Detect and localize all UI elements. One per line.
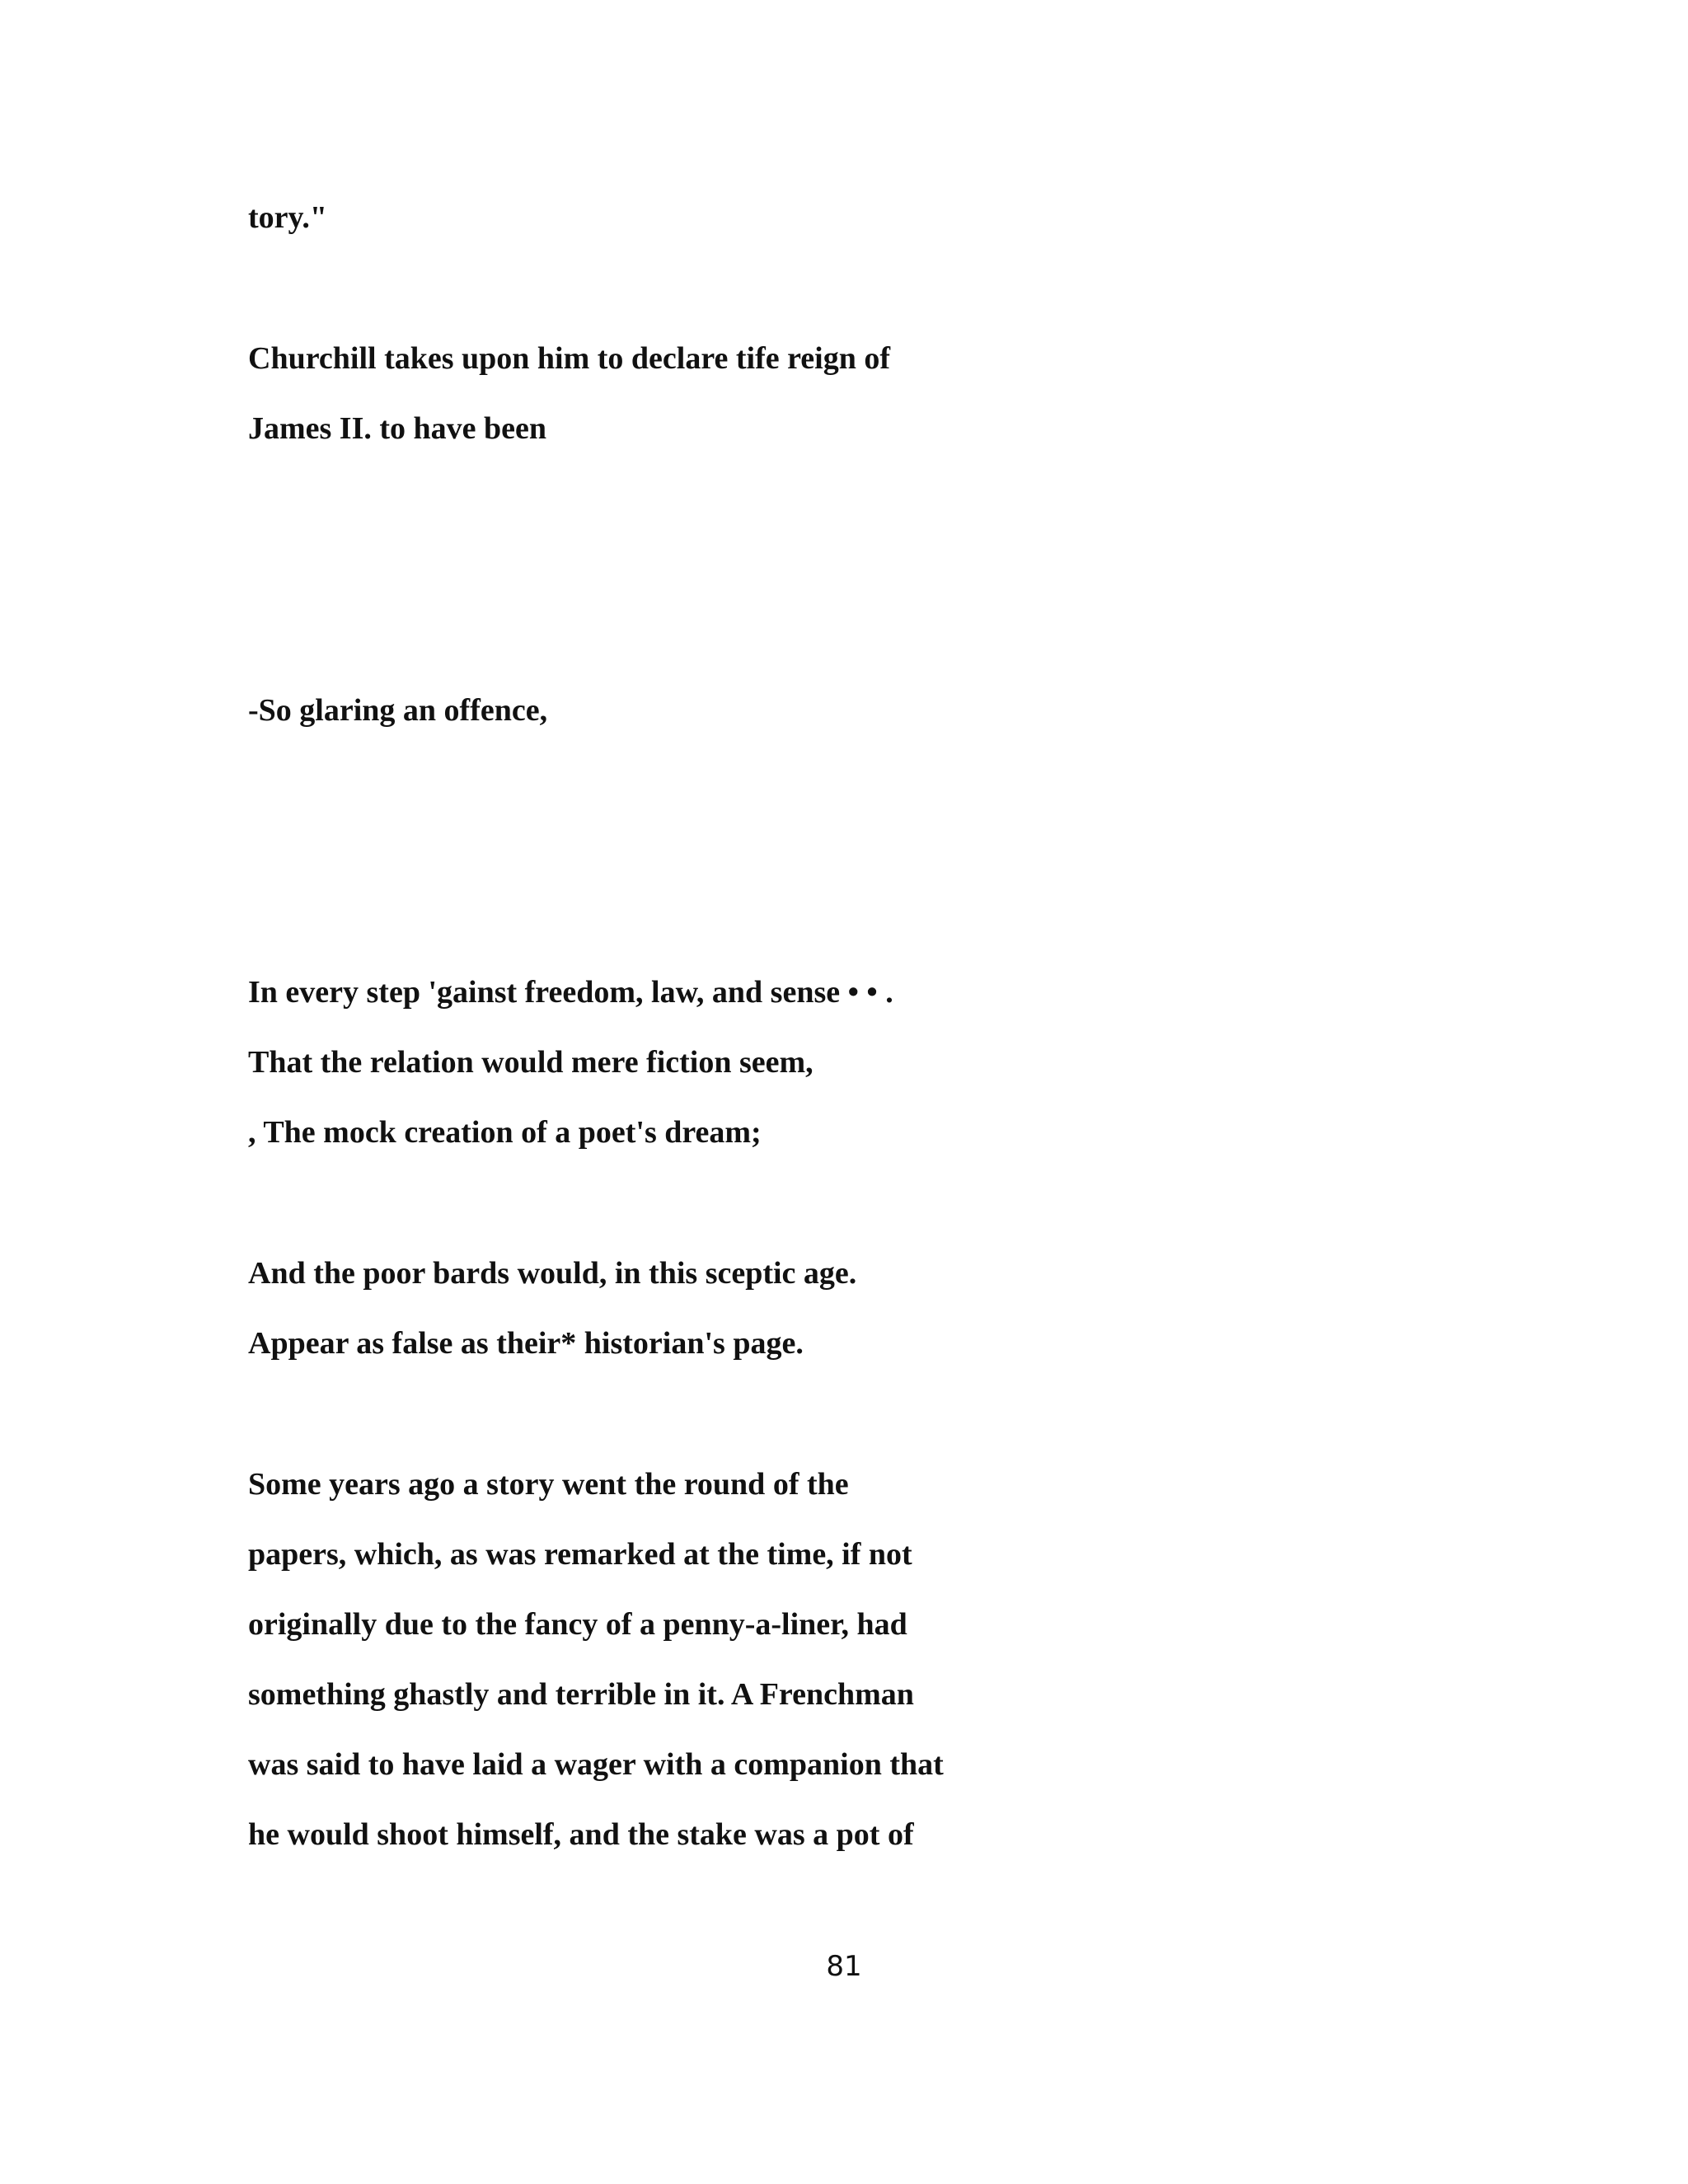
text-line: -So glaring an offence, <box>248 693 548 728</box>
page-number: 81 <box>826 1950 862 1983</box>
text-line: James II. to have been <box>248 411 547 446</box>
text-line: In every step 'gainst freedom, law, and sense • • . <box>248 975 893 1010</box>
text-line: was said to have laid a wager with a companion that <box>248 1747 944 1782</box>
text-line: And the poor bards would, in this sceptic age. <box>248 1256 857 1291</box>
text-line: Some years ago a story went the round of the <box>248 1467 849 1502</box>
text-line: papers, which, as was remarked at the time, if not <box>248 1537 912 1572</box>
text-line: , The mock creation of a poet's dream; <box>248 1115 762 1150</box>
text-line: originally due to the fancy of a penny-a-liner, had <box>248 1607 907 1642</box>
text-line: Appear as false as their* historian's page. <box>248 1326 804 1361</box>
text-line: Churchill takes upon him to declare tife reign of <box>248 341 890 376</box>
text-line: That the relation would mere fiction seem, <box>248 1045 814 1080</box>
text-line: tory." <box>248 200 328 235</box>
text-line: something ghastly and terrible in it. A Frenchman <box>248 1677 914 1712</box>
text-line: he would shoot himself, and the stake was a pot of <box>248 1817 914 1852</box>
